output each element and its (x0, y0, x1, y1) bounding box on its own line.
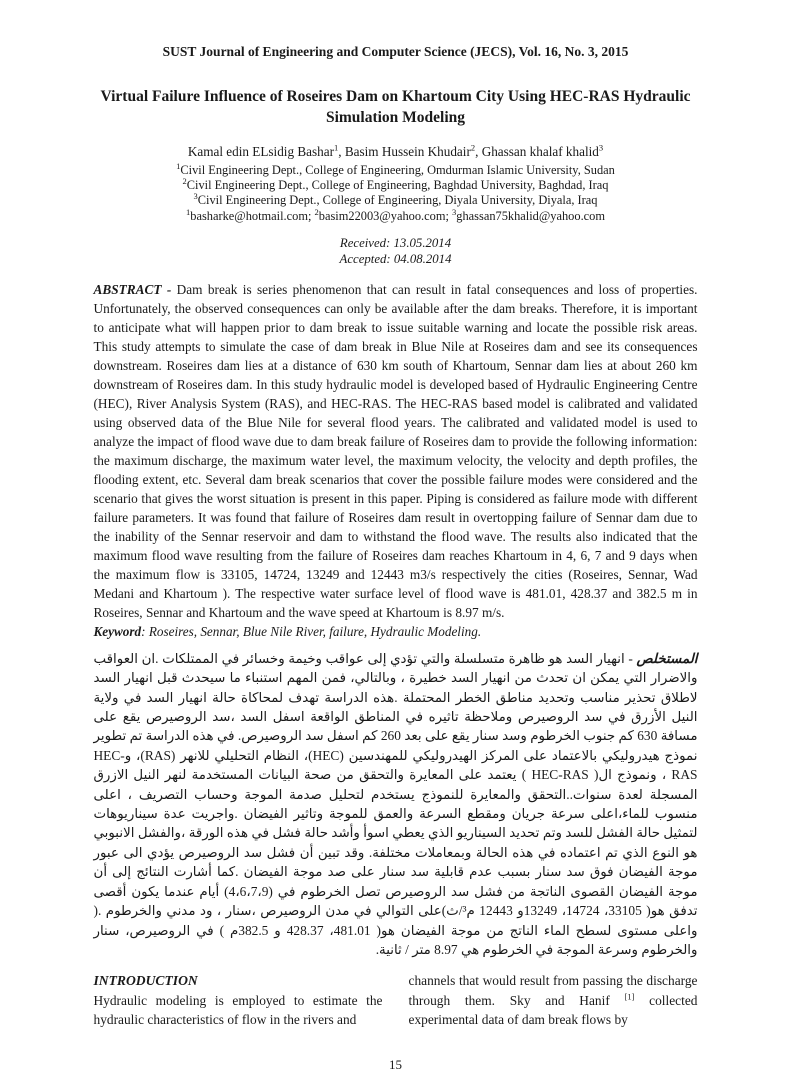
keywords-label: Keyword (93, 623, 142, 639)
introduction-right-text: collected experimental data of dam break flows by (408, 992, 698, 1027)
journal-header: SUST Journal of Engineering and Computer Science (JECS), Vol. 16, No. 3, 2015 (162, 44, 629, 59)
author-separator: , (475, 144, 482, 159)
abstract-label: ABSTRACT - (93, 281, 177, 297)
author-name: Ghassan khalaf khalid (481, 144, 599, 159)
email-text: basim22003@yahoo.com; (318, 208, 453, 223)
arabic-abstract-label: المستخلص (636, 650, 698, 666)
email-text: ghassan75khalid@yahoo.com (456, 208, 605, 223)
affiliation-ref: 3 (193, 191, 198, 202)
received-date: Received: 13.05.2014 (339, 235, 452, 250)
email-text: basharke@hotmail.com; (190, 208, 315, 223)
abstract-text: Dam break is series phenomenon that can result in fatal consequences and loss of properties. Unfortunately, the observed consequences can only be available after the dam breaks. Therefore, it is important to anticipate what will happen prior to dam break to issue suitable warning and locate the possible risk areas. This study attempts to simulate the case of dam break in Blue Nile at Roseires dam and see its consequences downstream. Roseires dam lies at a distance of 630 km south of Khartoum, Sennar dam lies at about 260 km downstream of Roseires dam. In this study hydraulic model is developed based of Hydraulic Engineering Centre (HEC), River Analysis System (RAS), and HEC-RAS. The HEC-RAS based model is calibrated and validated using observed data of the Blue Nile for several flood years. The calibrated and validated model is used to analyze the impact of flood wave due to dam break failure of Roseires dam to provide the following information: the maximum discharge, the maximum water level, the maximum velocity, the velocity and depth profiles, the flooding extent, etc. Several dam break scenarios that cover the possible failure modes were considered and the scenario that gives the worst situation is present in this paper. Piping is considered as failure mode with different failure parameters. It was found that failure of Roseires dam result in overtopping failure of Sennar dam due to the inability of the Sennar reservoir and dam to withstand the flood wave. The results also indicated that the maximum flood wave resulting from the failure of Roseires dam reaches Khartoum in 4, 6, 7 and 9 days when the maximum flow is 33105, 14724, 13249 and 12443 m3/s respectively the cities (Roseires, Sennar, Wad Medani and Khartoum ). The respective water surface level of flood wave is 481.01, 428.37 and 382.5 m in Roseires, Sennar and Khartoum and the wave speed at Khartoum is 8.97 m/s. (93, 281, 698, 620)
dates-block (94, 235, 698, 267)
email-ref: 2 (314, 206, 319, 217)
affiliation-line (94, 193, 698, 208)
citation-ref: [1] (624, 991, 635, 1002)
email-ref: 3 (452, 206, 457, 217)
affiliation-ref: 1 (176, 160, 181, 171)
arabic-abstract-paragraph (94, 649, 698, 960)
author-affiliation-ref: 2 (470, 142, 476, 153)
affiliation-ref: 2 (182, 176, 187, 187)
introduction-heading: INTRODUCTION (93, 973, 198, 989)
introduction-right-text: channels that would result from passing the discharge through them. Sky and Hanif (408, 973, 698, 1008)
affiliations-block (94, 160, 698, 224)
keywords-line (94, 622, 698, 641)
two-column-section (94, 971, 698, 1029)
affiliation-text: Civil Engineering Dept., College of Engineering, Omdurman Islamic University, Sudan (180, 163, 615, 177)
author-separator: , (338, 144, 345, 159)
paper-title: Virtual Failure Influence of Roseires Dam on Khartoum City Using HEC-RAS Hydraulic Simulation Modeling (100, 88, 691, 126)
keywords-text: : Roseires, Sennar, Blue Nile River, failure, Hydraulic Modeling. (141, 623, 482, 639)
arabic-abstract-text: - انهيار السد هو ظاهرة متسلسلة والتي تؤدي إلى عواقب وخيمة وخسائر في الممتلكات .ان العواقب والاضرار التي يمكن ان تحدث من انهيار السد خطيرة ، وبالتالي، فمن المهم استنباء ما سيحدث قبل انهيار السد لاطلاق تحذير مناسب وتحديد مناطق الخطر المحتملة .هذه الدراسة تهدف لمحاكاة حالة انهيار السد في ولاية النيل الأزرق في سد الروصيرص وملاحظة تاثيره في المناطق الواقعة اسفل السد ،سد الروصيرص يقع على مسافة 630 كم جنوب الخرطوم وسد سنار يقع على بعد 260 كم اسفل سد الروصيرص. في هذه الدراسة تم تطوير نموذج هيدروليكي بالاعتماد على المركز الهيدروليكي للمهندسين (HEC)، النظام التحليلي للانهر (RAS)، و-HEC RAS ، ونموذج ال( HEC-RAS ) يعتمد على المعايرة والتحقق من صحة البيانات المستخدمة لنهر النيل الازرق المسجلة لعدة سنوات..التحقق والمعايرة للنموذج يستخدم لتحليل صدمة الموجة وحساب التصريف ، اعلى منسوب للماء،اعلى سرعة جريان ومقطع السرعة والعمق للموجة وتاثير الفيضان .واجريت عدة سيناريوهات لتمثيل حالة الفشل للسد وتم تحديد السيناريو الذي يعطي اسوأ وأشد حالة فشل في هذه الورقة ،والفشل الانبوبي هو النوع الذي تم اعتماده في هذه الحالة وبمعاملات مختلفة. وقد تبين أن فشل سد الروصيرص يؤدي الى عبور موجة الفيضان فوق سد سنار بسبب عدم قابلية سد سنار على صد موجة الفيضان .كما أشارت النتائج إلى أن موجة الفيضان القصوى الناتجة من فشل سد الروصيرص تصل الخرطوم في (4،6،7،9) أيام عندما يكون أقصى تدفق هو( 33105، 14724، 13249و 12443 م³/ث)على التوالي في مدن الروصيرص ،سنار ، ود مدني والخرطوم .( واعلى مستوى لسطح الماء الناتج من موجة الفيضان هو( 481.01، 428.37 و 382.5م ) في الروصيرص، سنار والخرطوم وسرعة الموجة في الخرطوم هي 8.97 متر / ثانية. (93, 650, 698, 957)
right-column (409, 971, 698, 1029)
email-ref: 1 (186, 206, 191, 217)
page-number: 15 (389, 1056, 402, 1072)
affiliation-text: Civil Engineering Dept., College of Engineering, Baghdad University, Baghdad, Iraq (186, 178, 609, 193)
accepted-date: Accepted: 04.08.2014 (339, 251, 452, 266)
affiliation-text: Civil Engineering Dept., College of Engineering, Diyala University, Diyala, Iraq (197, 193, 598, 208)
abstract-paragraph (94, 280, 698, 622)
page-content (94, 0, 698, 1073)
author-affiliation-ref: 1 (333, 142, 339, 153)
author-line (94, 143, 698, 160)
author-name: Basim Hussein Khudair (344, 144, 471, 159)
author-affiliation-ref: 3 (598, 142, 604, 153)
author-name: Kamal edin ELsidig Bashar (187, 144, 334, 159)
left-column (94, 971, 383, 1029)
emails-line (94, 206, 698, 224)
introduction-left-text: Hydraulic modeling is employed to estimate the hydraulic characteristics of flow in the rivers and (93, 992, 383, 1027)
affiliation-line (94, 178, 698, 193)
